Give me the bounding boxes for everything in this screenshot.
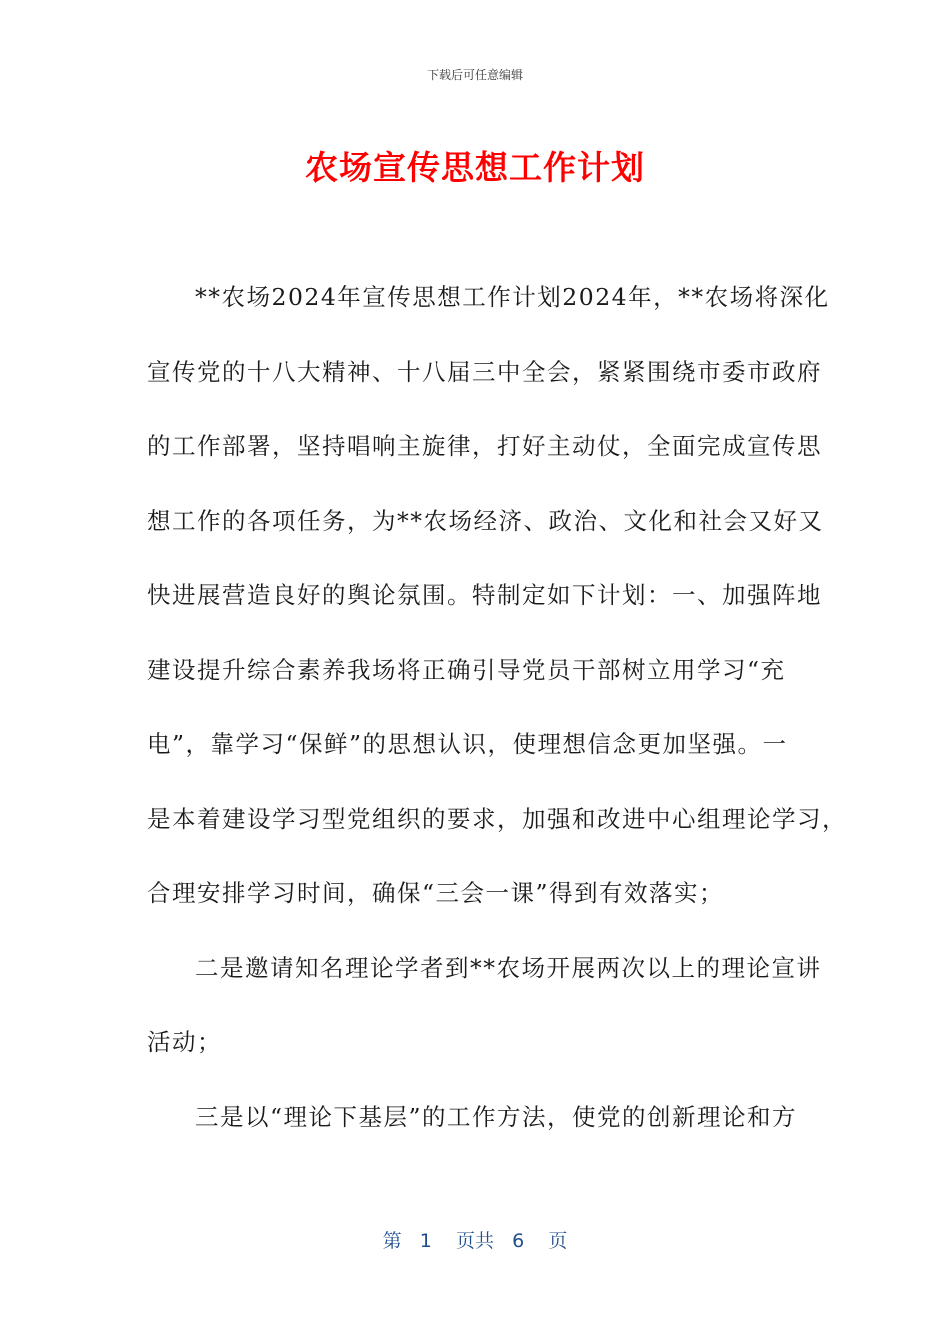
footer-suffix: 页 (548, 1230, 568, 1252)
text-line: 活动； (147, 1028, 222, 1056)
text-line: 三是以“理论下基层”的工作方法，使党的创新理论和方 (195, 1102, 798, 1131)
text-line: 想工作的各项任务，为**农场经济、政治、文化和社会又好又 (147, 506, 824, 535)
paragraph-3 (147, 1080, 812, 1155)
document-title: 农场宣传思想工作计划 (305, 148, 645, 187)
paragraph-2 (147, 931, 822, 1080)
total-pages-number: 6 (512, 1230, 525, 1252)
text-line: **农场2024年宣传思想工作计划2024年，**农场将深化 (195, 283, 830, 311)
footer-prefix: 第 (382, 1230, 402, 1252)
text-line: 电”，靠学习“保鲜”的思想认识，使理想信念更加坚强。一 (147, 730, 788, 758)
footer-middle: 页共 (455, 1230, 494, 1252)
header-note: 下载后可任意编辑 (426, 68, 523, 82)
text-line: 快进展营造良好的舆论氛围。特制定如下计划：一、加强阵地 (147, 581, 822, 609)
text-line: 的工作部署，坚持唱响主旋律，打好主动仗，全面完成宣传思 (147, 432, 822, 460)
text-line: 是本着建设学习型党组织的要求，加强和改进中心组理论学习， (147, 804, 847, 833)
text-line: 建设提升综合素养我场将正确引导党员干部树立用学习“充 (147, 655, 786, 684)
page-footer (0, 1226, 950, 1253)
paragraph-1 (147, 260, 847, 931)
text-line: 宣传党的十八大精神、十八届三中全会，紧紧围绕市委市政府 (147, 357, 822, 386)
current-page-number: 1 (419, 1230, 432, 1252)
document-body (147, 260, 847, 1154)
text-line: 合理安排学习时间，确保“三会一课”得到有效落实； (147, 879, 725, 907)
text-line: 二是邀请知名理论学者到**农场开展两次以上的理论宣讲 (195, 953, 822, 982)
